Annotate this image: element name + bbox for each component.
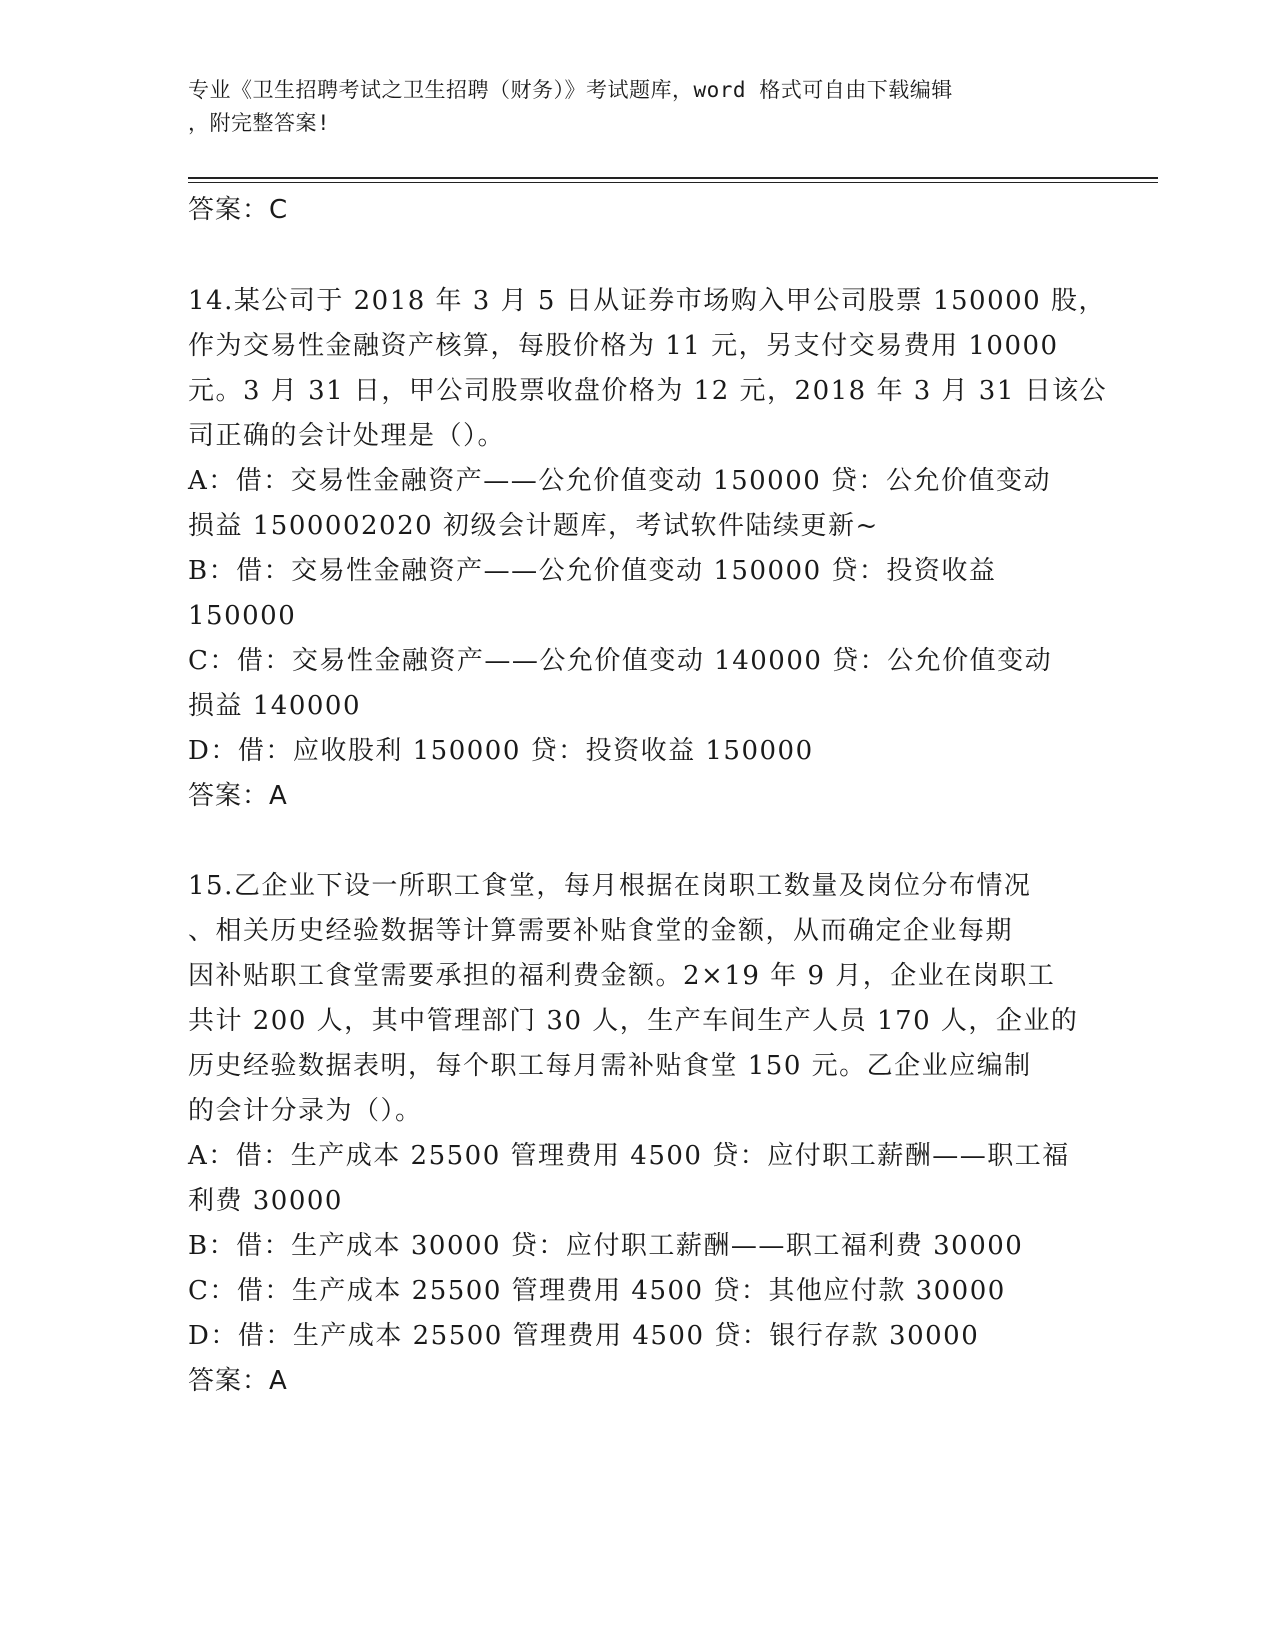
q14-option-c-line-2: 损益 140000 (188, 691, 362, 721)
header-divider-thin (188, 182, 1158, 183)
header-line-2: ，附完整答案! (188, 111, 331, 135)
q15-stem-line-5: 历史经验数据表明，每个职工每月需补贴食堂 150 元。乙企业应编制 (188, 1051, 1032, 1081)
q15-answer: 答案：A (188, 1366, 288, 1396)
q14-option-a-line-1: A：借：交易性金融资产——公允价值变动 150000 贷：公允价值变动 (188, 466, 1052, 496)
header-divider-thick (188, 177, 1158, 179)
document-header (188, 74, 1088, 140)
q15-option-b: B：借：生产成本 30000 贷：应付职工薪酬——职工福利费 30000 (188, 1231, 1024, 1261)
q15-option-a-line-1: A：借：生产成本 25500 管理费用 4500 贷：应付职工薪酬——职工福 (188, 1141, 1070, 1171)
q14-stem-line-4: 司正确的会计处理是（）。 (188, 421, 506, 451)
q15-stem-line-4: 共计 200 人，其中管理部门 30 人，生产车间生产人员 170 人，企业的 (188, 1006, 1079, 1036)
q15-option-c: C：借：生产成本 25500 管理费用 4500 贷：其他应付款 30000 (188, 1276, 1006, 1306)
header-line-1: 专业《卫生招聘考试之卫生招聘（财务）》考试题库，word 格式可自由下载编辑 (188, 78, 953, 102)
q15-stem-line-3: 因补贴职工食堂需要承担的福利费金额。2×19 年 9 月，企业在岗职工 (188, 961, 1056, 991)
q15-option-d: D：借：生产成本 25500 管理费用 4500 贷：银行存款 30000 (188, 1321, 980, 1351)
q14-answer: 答案：A (188, 781, 288, 811)
prev-question-answer: 答案：C (188, 195, 289, 225)
q14-option-d: D：借：应收股利 150000 贷：投资收益 150000 (188, 736, 814, 766)
q15-stem-line-6: 的会计分录为（）。 (188, 1096, 423, 1126)
q14-stem-line-3: 元。3 月 31 日，甲公司股票收盘价格为 12 元，2018 年 3 月 31 日该公 (188, 376, 1108, 406)
q14-option-b-line-1: B：借：交易性金融资产——公允价值变动 150000 贷：投资收益 (188, 556, 997, 586)
q14-stem-line-1: 14.某公司于 2018 年 3 月 5 日从证券市场购入甲公司股票 150000 股， (188, 286, 1106, 316)
q15-stem-line-1: 15.乙企业下设一所职工食堂，每月根据在岗职工数量及岗位分布情况 (188, 871, 1032, 901)
q14-option-a-line-2: 损益 1500002020 初级会计题库，考试软件陆续更新~ (188, 511, 879, 541)
q14-option-b-line-2: 150000 (188, 601, 297, 631)
q14-stem-line-2: 作为交易性金融资产核算，每股价格为 11 元，另支付交易费用 10000 (188, 331, 1059, 361)
q14-option-c-line-1: C：借：交易性金融资产——公允价值变动 140000 贷：公允价值变动 (188, 646, 1053, 676)
q15-stem-line-2: 、相关历史经验数据等计算需要补贴食堂的金额，从而确定企业每期 (188, 916, 1014, 946)
q15-option-a-line-2: 利费 30000 (188, 1186, 343, 1216)
